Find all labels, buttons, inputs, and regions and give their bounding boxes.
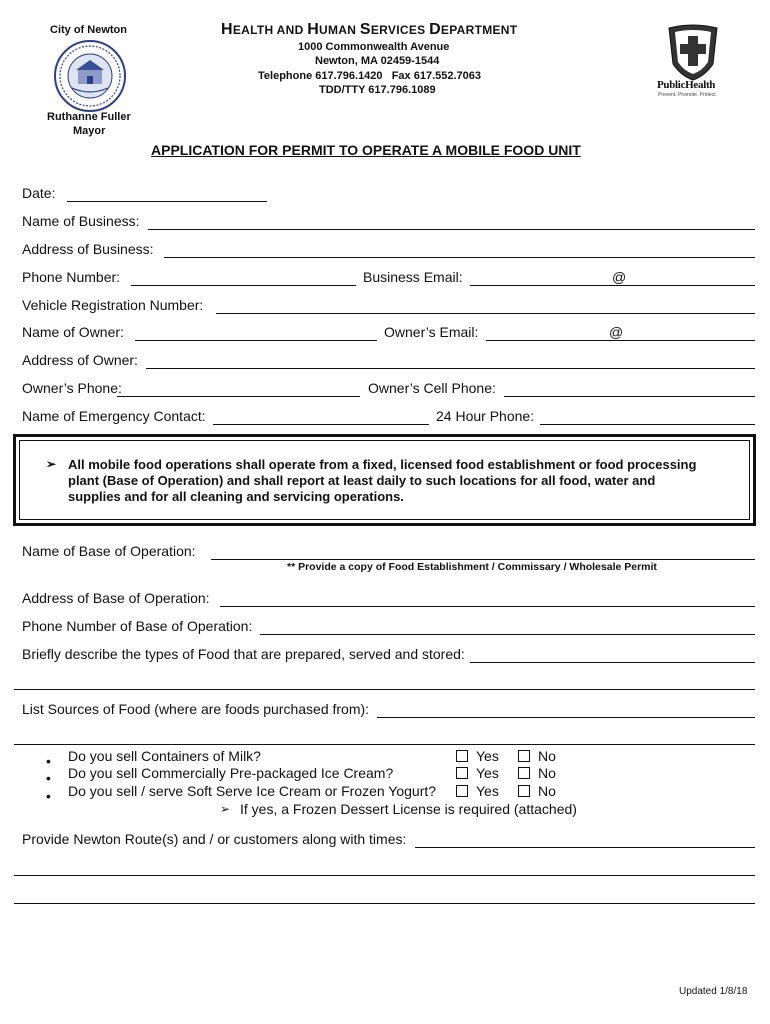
owner-cell-label: Owner’s Cell Phone: <box>368 380 496 396</box>
food-sources-field-extra[interactable] <box>14 744 755 745</box>
notice-line3: supplies and for all cleaning and servicing operations. <box>68 489 404 504</box>
frozen-dessert-note: If yes, a Frozen Dessert License is required (attached) <box>240 801 577 817</box>
base-name-label: Name of Base of Operation: <box>22 543 196 559</box>
dept-tty-line: TDD/TTY 617.796.1089 <box>319 84 436 96</box>
q1-text: Do you sell Containers of Milk? <box>68 748 261 764</box>
vehicle-reg-label: Vehicle Registration Number: <box>22 297 204 313</box>
food-types-field[interactable] <box>470 662 755 663</box>
vehicle-reg-field[interactable] <box>216 313 755 314</box>
q1-yes[interactable] <box>456 748 499 764</box>
food-sources-field[interactable] <box>377 717 755 718</box>
business-address-field[interactable] <box>164 257 755 258</box>
q3-yes[interactable] <box>456 783 499 799</box>
dept-text: EPARTMENT <box>440 23 518 37</box>
dept-phone-line: Telephone 617.796.1420 Fax 617.552.7063 <box>258 70 482 82</box>
q1-no-label: No <box>538 748 556 764</box>
notice-arrow-icon: ➢ <box>46 457 57 471</box>
hour24-phone-field[interactable] <box>540 424 755 425</box>
q2-no[interactable] <box>518 765 556 781</box>
q2-bullet: • <box>46 770 51 786</box>
hour24-phone-label: 24 Hour Phone: <box>436 408 535 424</box>
q1-no-checkbox[interactable] <box>518 750 530 762</box>
owner-phone-label: Owner’s Phone: <box>22 380 122 396</box>
q3-no[interactable] <box>518 783 556 799</box>
dept-text: UMAN <box>319 23 360 37</box>
phone-field[interactable] <box>131 285 356 286</box>
q3-text: Do you sell / serve Soft Serve Ice Cream or Frozen Yogurt? <box>68 783 437 799</box>
dept-initial: H <box>307 21 320 38</box>
q3-no-checkbox[interactable] <box>518 785 530 797</box>
base-address-field[interactable] <box>220 606 755 607</box>
dept-address-line1: 1000 Commonwealth Avenue <box>298 41 450 53</box>
owner-email-label: Owner’s Email: <box>384 324 479 340</box>
city-name: City of Newton <box>50 24 127 36</box>
q3-yes-checkbox[interactable] <box>456 785 468 797</box>
date-label: Date: <box>22 185 56 201</box>
q1-bullet: • <box>46 753 51 769</box>
q1-no[interactable] <box>518 748 556 764</box>
routes-field-extra-1[interactable] <box>14 875 755 876</box>
business-address-label: Address of Business: <box>22 241 154 257</box>
owner-email-at: @ <box>609 324 624 340</box>
food-types-field-extra[interactable] <box>14 689 755 690</box>
routes-field-extra-2[interactable] <box>14 903 755 904</box>
routes-label: Provide Newton Route(s) and / or customers along with times: <box>22 831 407 847</box>
frozen-dessert-arrow-icon: ➢ <box>220 802 231 816</box>
mayor-name: Ruthanne Fuller <box>47 111 131 123</box>
owner-address-label: Address of Owner: <box>22 352 138 368</box>
q2-text: Do you sell Commercially Pre-packaged Ice Cream? <box>68 765 394 781</box>
q3-yes-label: Yes <box>476 783 499 799</box>
owner-phone-field[interactable] <box>117 396 360 397</box>
base-phone-label: Phone Number of Base of Operation: <box>22 618 253 634</box>
food-sources-label: List Sources of Food (where are foods purchased from): <box>22 701 370 717</box>
updated-date: Updated 1/8/18 <box>679 986 748 997</box>
logo-tagline: Prevent. Promote. Protect. <box>658 92 717 98</box>
dept-text: EALTH AND <box>232 23 308 37</box>
form-title: APPLICATION FOR PERMIT TO OPERATE A MOBILE FOOD UNIT <box>151 142 581 158</box>
business-email-label: Business Email: <box>363 269 463 285</box>
routes-field[interactable] <box>415 847 755 848</box>
q2-no-checkbox[interactable] <box>518 767 530 779</box>
dept-text: ERVICES <box>370 23 430 37</box>
base-phone-field[interactable] <box>260 634 755 635</box>
mayor-title: Mayor <box>73 125 106 137</box>
owner-name-label: Name of Owner: <box>22 324 124 340</box>
food-types-label: Briefly describe the types of Food that are prepared, served and stored: <box>22 646 465 662</box>
business-email-field[interactable] <box>470 285 755 286</box>
city-seal <box>54 40 126 112</box>
department-title <box>221 21 517 39</box>
base-address-label: Address of Base of Operation: <box>22 590 210 606</box>
owner-email-field[interactable] <box>486 340 755 341</box>
permit-note: ** Provide a copy of Food Establishment / Commissary / Wholesale Permit <box>287 561 657 573</box>
q3-bullet: • <box>46 788 51 804</box>
emergency-contact-field[interactable] <box>213 424 429 425</box>
q2-yes[interactable] <box>456 765 499 781</box>
q1-yes-label: Yes <box>476 748 499 764</box>
base-name-field[interactable] <box>211 559 755 560</box>
notice-line1: All mobile food operations shall operate from a fixed, licensed food establishment or food processing <box>68 457 697 472</box>
owner-name-field[interactable] <box>135 340 377 341</box>
q2-yes-checkbox[interactable] <box>456 767 468 779</box>
q3-no-label: No <box>538 783 556 799</box>
dept-initial: H <box>221 21 233 38</box>
owner-address-field[interactable] <box>146 368 755 369</box>
dept-initial: S <box>359 21 371 38</box>
date-field[interactable] <box>67 201 267 202</box>
business-name-label: Name of Business: <box>22 213 140 229</box>
business-email-at: @ <box>612 269 627 285</box>
business-name-field[interactable] <box>148 229 755 230</box>
q1-yes-checkbox[interactable] <box>456 750 468 762</box>
dept-initial: D <box>429 21 441 38</box>
notice-line2: plant (Base of Operation) and shall report at least daily to such locations for all food, water and <box>68 473 656 488</box>
phone-label: Phone Number: <box>22 269 121 285</box>
q2-yes-label: Yes <box>476 765 499 781</box>
owner-cell-field[interactable] <box>504 396 755 397</box>
dept-address-line2: Newton, MA 02459-1544 <box>315 55 440 67</box>
q2-no-label: No <box>538 765 556 781</box>
emergency-contact-label: Name of Emergency Contact: <box>22 408 206 424</box>
logo-text: PublicHealth <box>657 79 716 91</box>
